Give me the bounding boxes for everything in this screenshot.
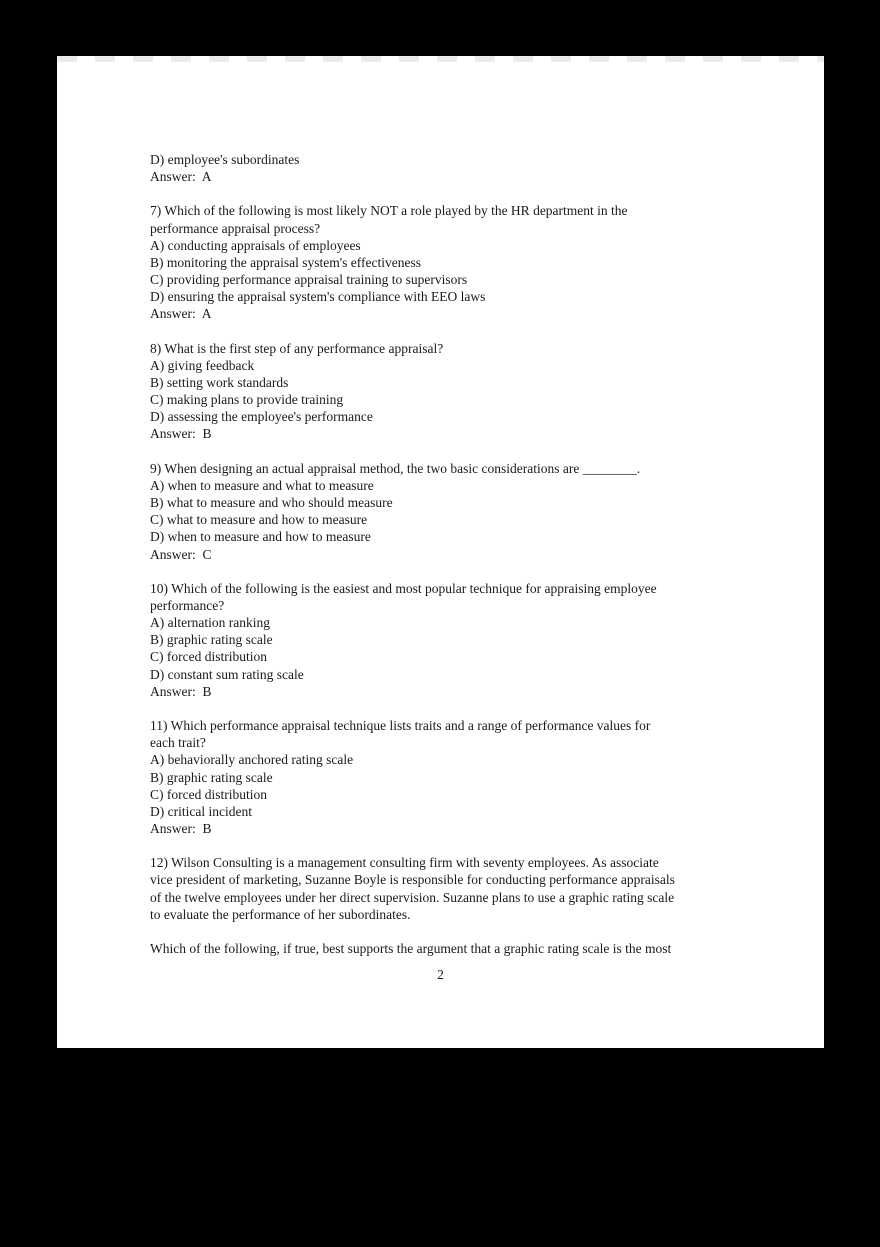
q6-answer: Answer: A: [150, 169, 212, 185]
q7-answer: Answer: A: [150, 306, 212, 322]
q7-option-b: B) monitoring the appraisal system's effectiveness: [150, 254, 421, 270]
document-text-column: [150, 151, 750, 974]
q8-option-c: C) making plans to provide training: [150, 392, 344, 408]
q7-stem-line-2: performance appraisal process?: [150, 220, 321, 236]
q11-option-c: C) forced distribution: [150, 786, 267, 802]
question-10: [150, 580, 750, 700]
q9-option-b: B) what to measure and who should measure: [150, 495, 393, 511]
q9-option-c: C) what to measure and how to measure: [150, 512, 368, 528]
q11-option-d: D) critical incident: [150, 803, 252, 819]
q11-option-b: B) graphic rating scale: [150, 769, 273, 785]
q12-continuation-line: Which of the following, if true, best supports the argument that a graphic rating scale is the most: [150, 941, 672, 957]
q10-answer: Answer: B: [150, 683, 212, 699]
q12-scenario-line-4: to evaluate the performance of her subordinates.: [150, 906, 411, 922]
q8-option-b: B) setting work standards: [150, 375, 289, 390]
q8-stem: 8) What is the first step of any performance appraisal?: [150, 340, 444, 356]
q12-scenario-line-2: vice president of marketing, Suzanne Boyle is responsible for conducting performance appraisals: [150, 872, 675, 888]
q7-option-c: C) providing performance appraisal training to supervisors: [150, 272, 468, 288]
q6-option-d: D) employee's subordinates: [150, 152, 300, 167]
q11-answer: Answer: B: [150, 821, 212, 837]
q10-option-b: B) graphic rating scale: [150, 632, 273, 648]
question-7: [150, 202, 750, 322]
q11-stem-line-1: 11) Which performance appraisal technique lists traits and a range of performance values for: [150, 718, 651, 734]
page-footer: [57, 966, 824, 984]
scan-artifact-strip: [57, 56, 824, 62]
q8-option-d: D) assessing the employee's performance: [150, 409, 373, 425]
q9-answer: Answer: C: [150, 546, 212, 562]
q7-stem-line-1: 7) Which of the following is most likely NOT a role played by the HR department in the: [150, 203, 628, 219]
q9-stem: 9) When designing an actual appraisal method, the two basic considerations are ________.: [150, 460, 641, 476]
q10-option-d: D) constant sum rating scale: [150, 666, 304, 682]
q7-option-a: A) conducting appraisals of employees: [150, 237, 361, 253]
q12-scenario-line-1: 12) Wilson Consulting is a management consulting firm with seventy employees. As associate: [150, 855, 659, 871]
q9-option-a: A) when to measure and what to measure: [150, 477, 374, 493]
question-12-scenario: [150, 854, 750, 923]
document-page: [57, 56, 824, 1048]
question-9: [150, 460, 750, 563]
q10-stem-line-1: 10) Which of the following is the easiest and most popular technique for appraising employee: [150, 580, 657, 596]
question-8: [150, 340, 750, 443]
q10-option-a: A) alternation ranking: [150, 615, 270, 631]
q10-stem-line-2: performance?: [150, 598, 225, 613]
q9-option-d: D) when to measure and how to measure: [150, 529, 371, 545]
question-6-fragment: [150, 151, 750, 185]
q11-option-a: A) behaviorally anchored rating scale: [150, 752, 354, 768]
q10-option-c: C) forced distribution: [150, 649, 267, 665]
question-12-continuation: [150, 940, 750, 957]
q7-option-d: D) ensuring the appraisal system's compliance with EEO laws: [150, 289, 486, 305]
q12-scenario-line-3: of the twelve employees under her direct supervision. Suzanne plans to use a graphic rating scale: [150, 889, 675, 905]
page-number: 2: [437, 967, 444, 982]
q11-stem-line-2: each trait?: [150, 735, 206, 751]
q8-option-a: A) giving feedback: [150, 357, 255, 373]
q8-answer: Answer: B: [150, 426, 212, 442]
question-11: [150, 717, 750, 837]
